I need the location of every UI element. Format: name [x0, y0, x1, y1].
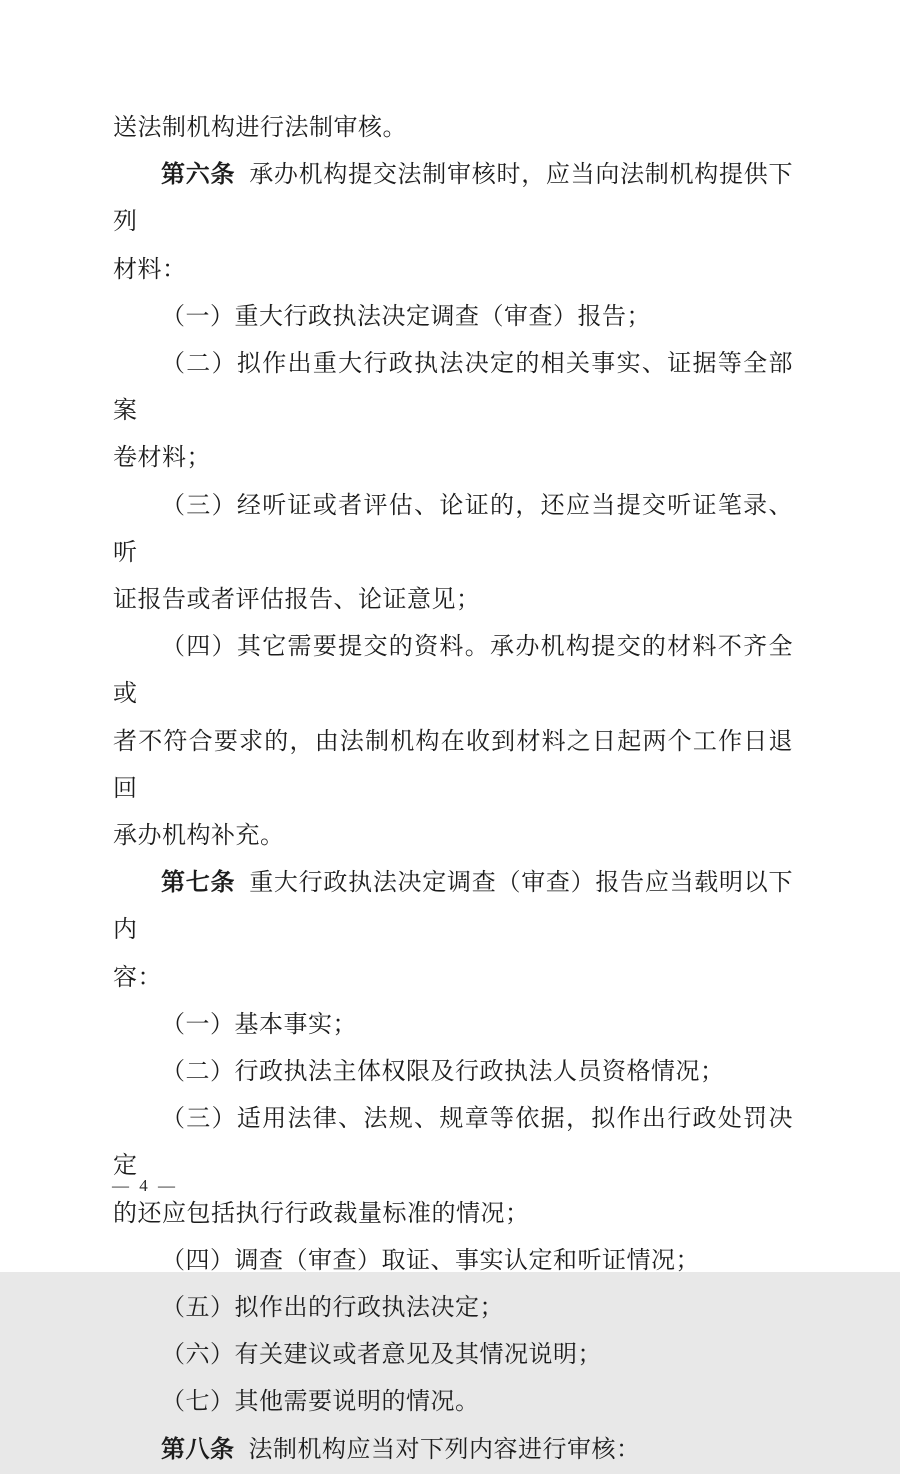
text-line: [113, 341, 793, 435]
text-line: [113, 435, 793, 482]
document-body: [113, 105, 793, 1474]
line-text: 送法制机构进行法制审核。: [113, 115, 407, 141]
text-line: [113, 1049, 793, 1096]
line-text: 法制机构应当对下列内容进行审核：: [248, 1436, 641, 1463]
text-line: [113, 1332, 793, 1379]
line-text: （五）拟作出的行政执法决定；: [161, 1295, 504, 1322]
text-line: [113, 624, 793, 718]
line-text: （六）有关建议或者意见及其情况说明；: [161, 1342, 602, 1369]
text-line: [113, 860, 793, 954]
line-text: （二）拟作出重大行政执法决定的相关事实、证据等全部案: [113, 351, 793, 425]
text-line: [113, 294, 793, 341]
line-text: 的还应包括执行行政裁量标准的情况；: [113, 1200, 530, 1227]
text-line: [113, 105, 793, 152]
text-line: [113, 955, 793, 1002]
text-line: [113, 483, 793, 577]
text-line: [113, 1191, 793, 1238]
line-text: 重大行政执法决定调查（审查）报告应当载明以下内: [113, 870, 793, 944]
article-number-lead: 第六条: [161, 162, 236, 189]
text-line: [113, 1096, 793, 1190]
line-text: （四）调查（审查）取证、事实认定和听证情况；: [161, 1247, 700, 1274]
line-text: 者不符合要求的，由法制机构在收到材料之日起两个工作日退回: [113, 728, 793, 802]
line-text: （三）经听证或者评估、论证的，还应当提交听证笔录、听: [113, 492, 793, 566]
line-text: 容：: [113, 964, 162, 991]
line-text: （一）基本事实；: [161, 1011, 357, 1038]
line-text: （四）其它需要提交的资料。承办机构提交的材料不齐全或: [113, 634, 793, 708]
page-number-footer: — 4 —: [112, 1176, 178, 1195]
line-text: （二）行政执法主体权限及行政执法人员资格情况；: [161, 1059, 725, 1086]
line-text: （七）其他需要说明的情况。: [161, 1389, 480, 1416]
line-text: 材料：: [113, 256, 187, 283]
line-text: 证报告或者评估报告、论证意见；: [113, 587, 481, 614]
line-text: 卷材料；: [113, 445, 211, 472]
article-number-lead: 第八条: [161, 1436, 235, 1463]
line-text: 承办机构补充。: [113, 823, 285, 850]
text-line: [113, 813, 793, 860]
text-line: [113, 152, 793, 246]
text-line: [113, 247, 793, 294]
line-text: （三）适用法律、法规、规章等依据，拟作出行政处罚决定: [113, 1106, 793, 1180]
text-line: [113, 719, 793, 813]
article-number-lead: 第七条: [161, 870, 236, 897]
text-line: [113, 1238, 793, 1285]
line-text: （一）重大行政执法决定调查（审查）报告；: [161, 303, 651, 330]
text-line: [113, 1427, 793, 1474]
text-line: [113, 1002, 793, 1049]
text-line: [113, 577, 793, 624]
text-line: [113, 1379, 793, 1426]
text-line: [113, 1285, 793, 1332]
line-text: 承办机构提交法制审核时，应当向法制机构提供下列: [113, 162, 793, 236]
